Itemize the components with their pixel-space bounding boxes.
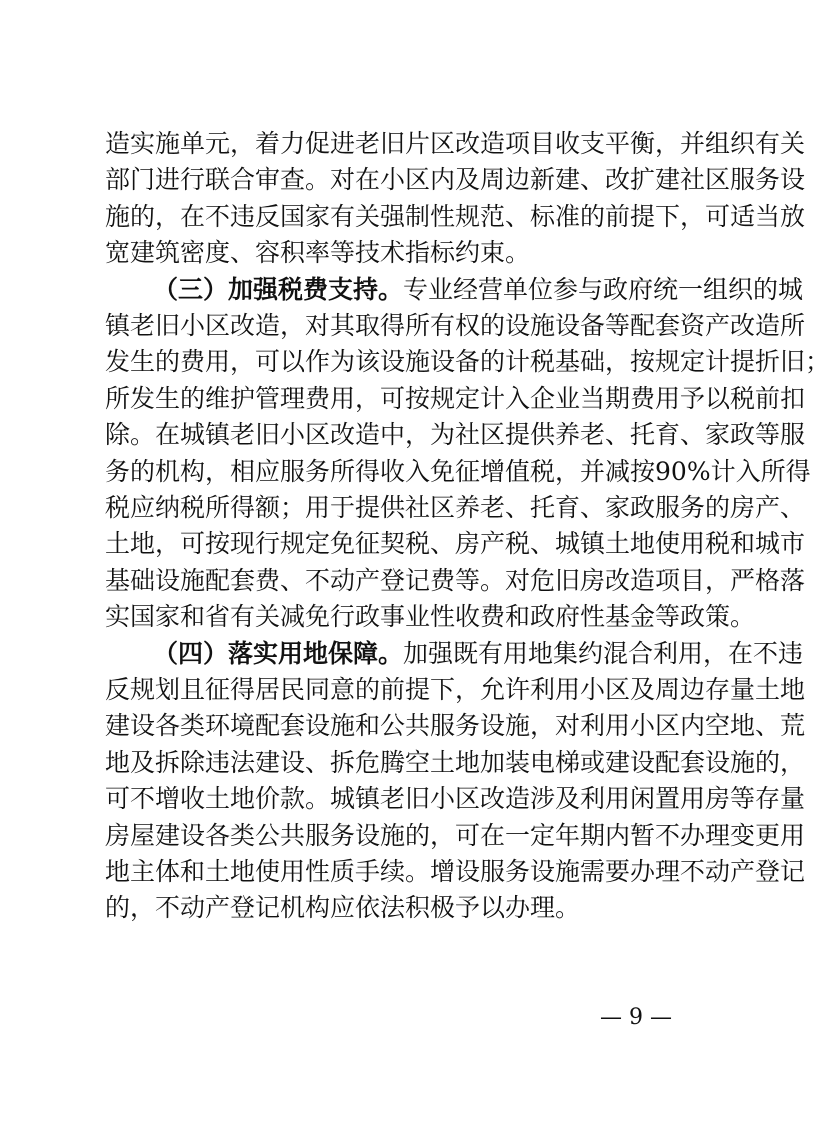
paragraph-line: 所发生的维护管理费用，可按规定计入企业当期费用予以税前扣: [105, 383, 806, 413]
paragraph-line: 的，不动产登记机构应依法积极予以办理。: [105, 893, 581, 923]
paragraph-line-text: 专业经营单位参与政府统一组织的城: [403, 274, 804, 304]
paragraph-line-text: 加强既有用地集约混合利用，在不违: [403, 638, 804, 668]
paragraph-line: 地及拆除违法建设、拆危腾空土地加装电梯或建设配套设施的，: [105, 747, 806, 777]
paragraph-line: 镇老旧小区改造，对其取得所有权的设施设备等配套资产改造所: [105, 311, 806, 340]
paragraph-line: 地主体和土地使用性质手续。增设服务设施需要办理不动产登记: [105, 857, 806, 886]
paragraph-line: 反规划且征得居民同意的前提下，允许利用小区及周边存量土地: [105, 675, 806, 704]
paragraph-line: 宽建筑密度、容积率等技术指标约束。: [105, 238, 531, 268]
page-number: — 9 —: [600, 1005, 672, 1030]
paragraph-first-line: [153, 638, 804, 670]
paragraph-line: 除。在城镇老旧小区改造中，为社区提供养老、托育、家政等服: [105, 420, 806, 450]
paragraph-line: 务的机构，相应服务所得收入免征增值税，并减按90%计入所得: [105, 456, 811, 486]
paragraph-line: 税应纳税所得额；用于提供社区养老、托育、家政服务的房产、: [105, 493, 806, 522]
paragraph-line: 基础设施配套费、不动产登记费等。对危旧房改造项目，严格落: [105, 565, 806, 595]
paragraph-line: 房屋建设各类公共服务设施的，可在一定年期内暂不办理变更用: [105, 820, 806, 850]
paragraph-line: 实国家和省有关减免行政事业性收费和政府性基金等政策。: [105, 602, 756, 632]
paragraph-line: 发生的费用，可以作为该设施设备的计税基础，按规定计提折旧；: [105, 347, 830, 377]
paragraph-line: 造实施单元，着力促进老旧片区改造项目收支平衡，并组织有关: [105, 129, 806, 158]
paragraph-line: 可不增收土地价款。城镇老旧小区改造涉及利用闲置用房等存量: [105, 784, 806, 814]
paragraph-line: 建设各类环境配套设施和公共服务设施，对利用小区内空地、荒: [105, 711, 806, 741]
section-heading-tax-support: （三）加强税费支持。: [153, 274, 404, 304]
paragraph-first-line: [153, 274, 804, 306]
paragraph-line: 部门进行联合审查。对在小区内及周边新建、改扩建社区服务设: [105, 165, 806, 195]
paragraph-line: 土地，可按现行规定免征契税、房产税、城镇土地使用税和城市: [105, 529, 806, 559]
section-heading-land-guarantee: （四）落实用地保障。: [153, 638, 404, 668]
paragraph-line: 施的，在不违反国家有关强制性规范、标准的前提下，可适当放: [105, 201, 806, 231]
